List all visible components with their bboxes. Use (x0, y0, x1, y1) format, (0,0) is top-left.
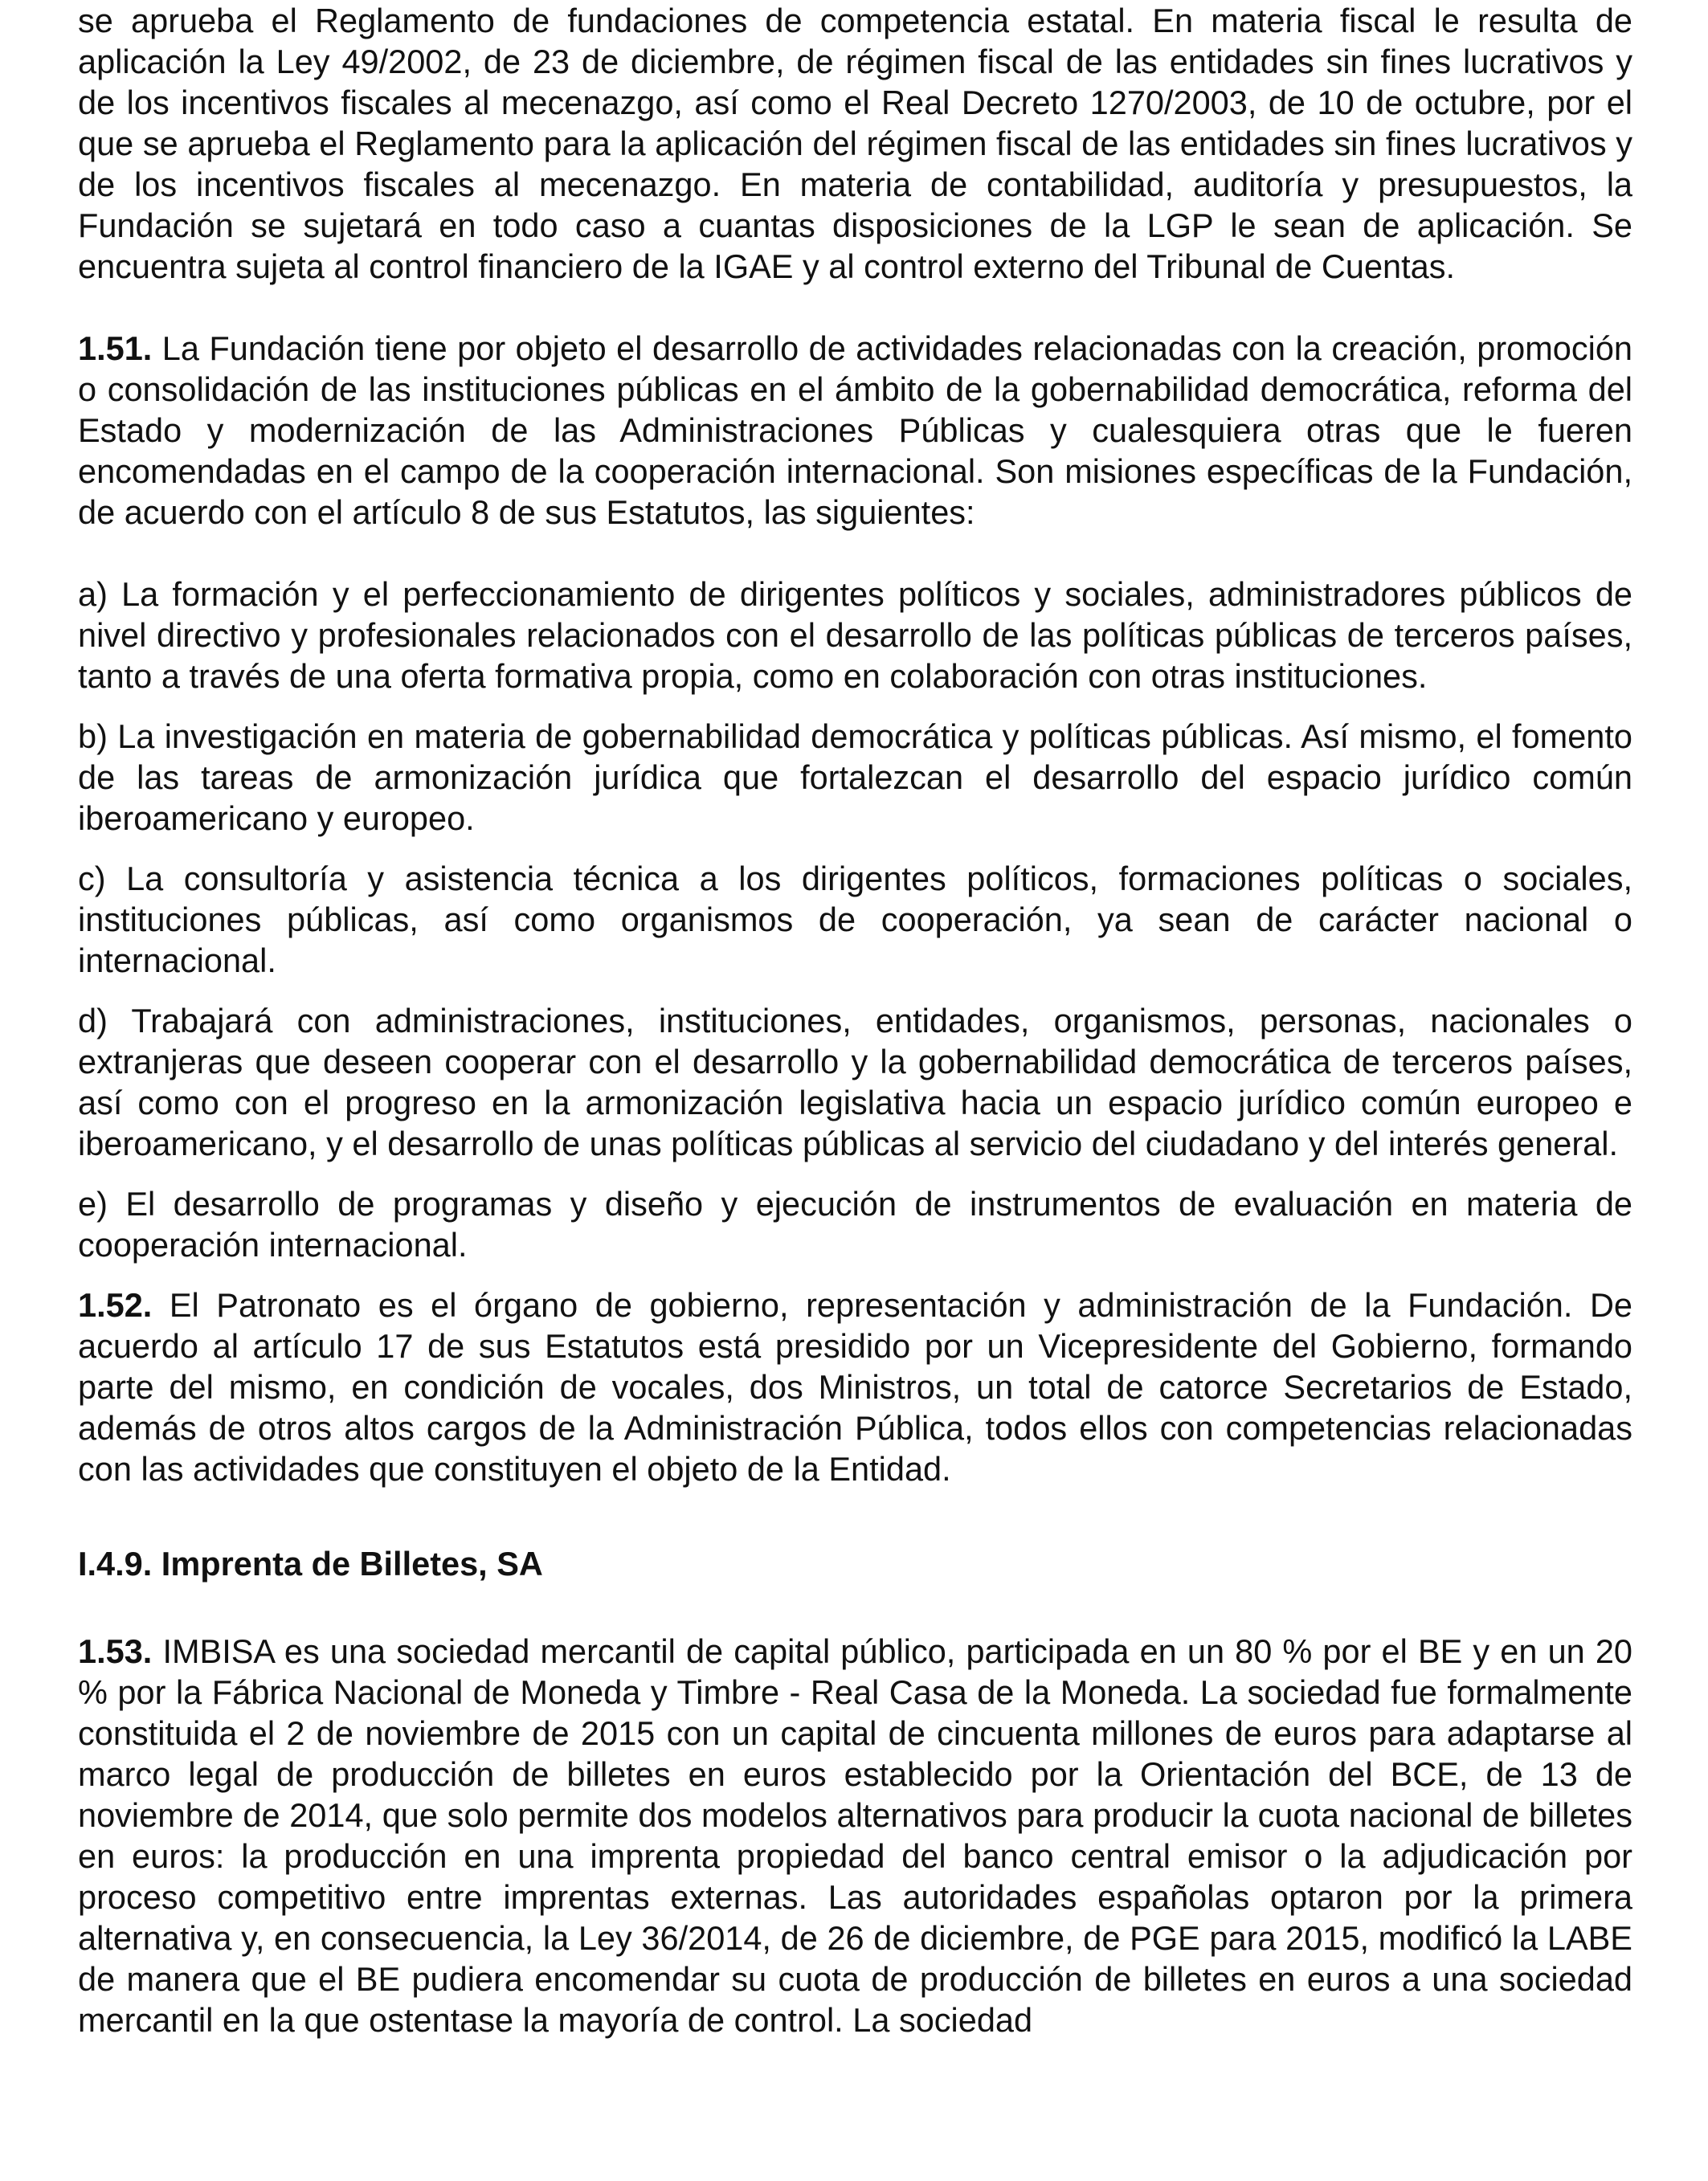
section-heading: I.4.9. Imprenta de Billetes, SA (78, 1545, 543, 1583)
paragraph-number: 1.53. (78, 1632, 153, 1670)
document-page (78, 0, 1632, 2040)
list-item-a: a) La formación y el perfeccionamiento de dirigentes políticos y sociales, administradores públicos de nivel directivo y profesionales relacionados con el desarrollo de las políticas públicas de terceros países, tanto a través de una oferta formativa propia, como en colaboración con otras instituciones. (78, 575, 1632, 695)
paragraph-number: 1.51. (78, 329, 153, 367)
list-item-e: e) El desarrollo de programas y diseño y ejecución de instrumentos de evaluación en materia de cooperación internacional. (78, 1185, 1632, 1264)
paragraph-1-52 (78, 1285, 1632, 1489)
paragraph-text: El Patronato es el órgano de gobierno, representación y administración de la Fundación. De acuerdo al artículo 17 de sus Estatutos está presidido por un Vicepresidente del Gobierno, formando parte del mismo, en condición de vocales, dos Ministros, un total de catorce Secretarios de Estado, además de otros altos cargos de la Administración Pública, todos ellos con competencias relacionadas con las actividades que constituyen el objeto de la Entidad. (78, 1286, 1632, 1488)
list-item-b: b) La investigación en materia de gobernabilidad democrática y políticas públicas. Así mismo, el fomento de las tareas de armonización jurídica que fortalezcan el desarrollo del espacio jurídico común iberoamericano y europeo. (78, 717, 1632, 837)
paragraph-intro: se aprueba el Reglamento de fundaciones de competencia estatal. En materia fiscal le resulta de aplicación la Ley 49/2002, de 23 de diciembre, de régimen fiscal de las entidades sin fines lucrativos y de los incentivos fiscales al mecenazgo, así como el Real Decreto 1270/2003, de 10 de octubre, por el que se aprueba el Reglamento para la aplicación del régimen fiscal de las entidades sin fines lucrativos y de los incentivos fiscales al mecenazgo. En materia de contabilidad, auditoría y presupuestos, la Fundación se sujetará en todo caso a cuantas disposiciones de la LGP le sean de aplicación. Se encuentra sujeta al control financiero de la IGAE y al control externo del Tribunal de Cuentas. (78, 2, 1632, 285)
paragraph-number: 1.52. (78, 1286, 153, 1324)
list-item-d: d) Trabajará con administraciones, instituciones, entidades, organismos, personas, nacionales o extranjeras que deseen cooperar con el desarrollo y la gobernabilidad democrática de terceros países, así como con el progreso en la armonización legislativa hacia un espacio jurídico común europeo e iberoamericano, y el desarrollo de unas políticas públicas al servicio del ciudadano y del interés general. (78, 1002, 1632, 1162)
paragraph-text: La Fundación tiene por objeto el desarrollo de actividades relacionadas con la creación, promoción o consolidación de las instituciones públicas en el ámbito de la gobernabilidad democrática, reforma del Estado y modernización de las Administraciones Públicas y cualesquiera otras que le fueren encomendadas en el campo de la cooperación internacional. Son misiones específicas de la Fundación, de acuerdo con el artículo 8 de sus Estatutos, las siguientes: (78, 329, 1632, 531)
paragraph-text: IMBISA es una sociedad mercantil de capital público, participada en un 80 % por el BE y en un 20 % por la Fábrica Nacional de Moneda y Timbre - Real Casa de la Moneda. La sociedad fue formalmente constituida el 2 de noviembre de 2015 con un capital de cincuenta millones de euros para adaptarse al marco legal de producción de billetes en euros establecido por la Orientación del BCE, de 13 de noviembre de 2014, que solo permite dos modelos alternativos para producir la cuota nacional de billetes en euros: la producción en una imprenta propiedad del banco central emisor o la adjudicación por proceso competitivo entre imprentas externas. Las autoridades españolas optaron por la primera alternativa y, en consecuencia, la Ley 36/2014, de 26 de diciembre, de PGE para 2015, modificó la LABE de manera que el BE pudiera encomendar su cuota de producción de billetes en euros a una sociedad mercantil en la que ostentase la mayoría de control. La sociedad (78, 1632, 1633, 2039)
list-item-c: c) La consultoría y asistencia técnica a los dirigentes políticos, formaciones políticas o sociales, instituciones públicas, así como organismos de cooperación, ya sean de carácter nacional o internacional. (78, 860, 1632, 979)
paragraph-1-51 (78, 328, 1632, 533)
paragraph-1-53 (78, 1631, 1632, 2040)
